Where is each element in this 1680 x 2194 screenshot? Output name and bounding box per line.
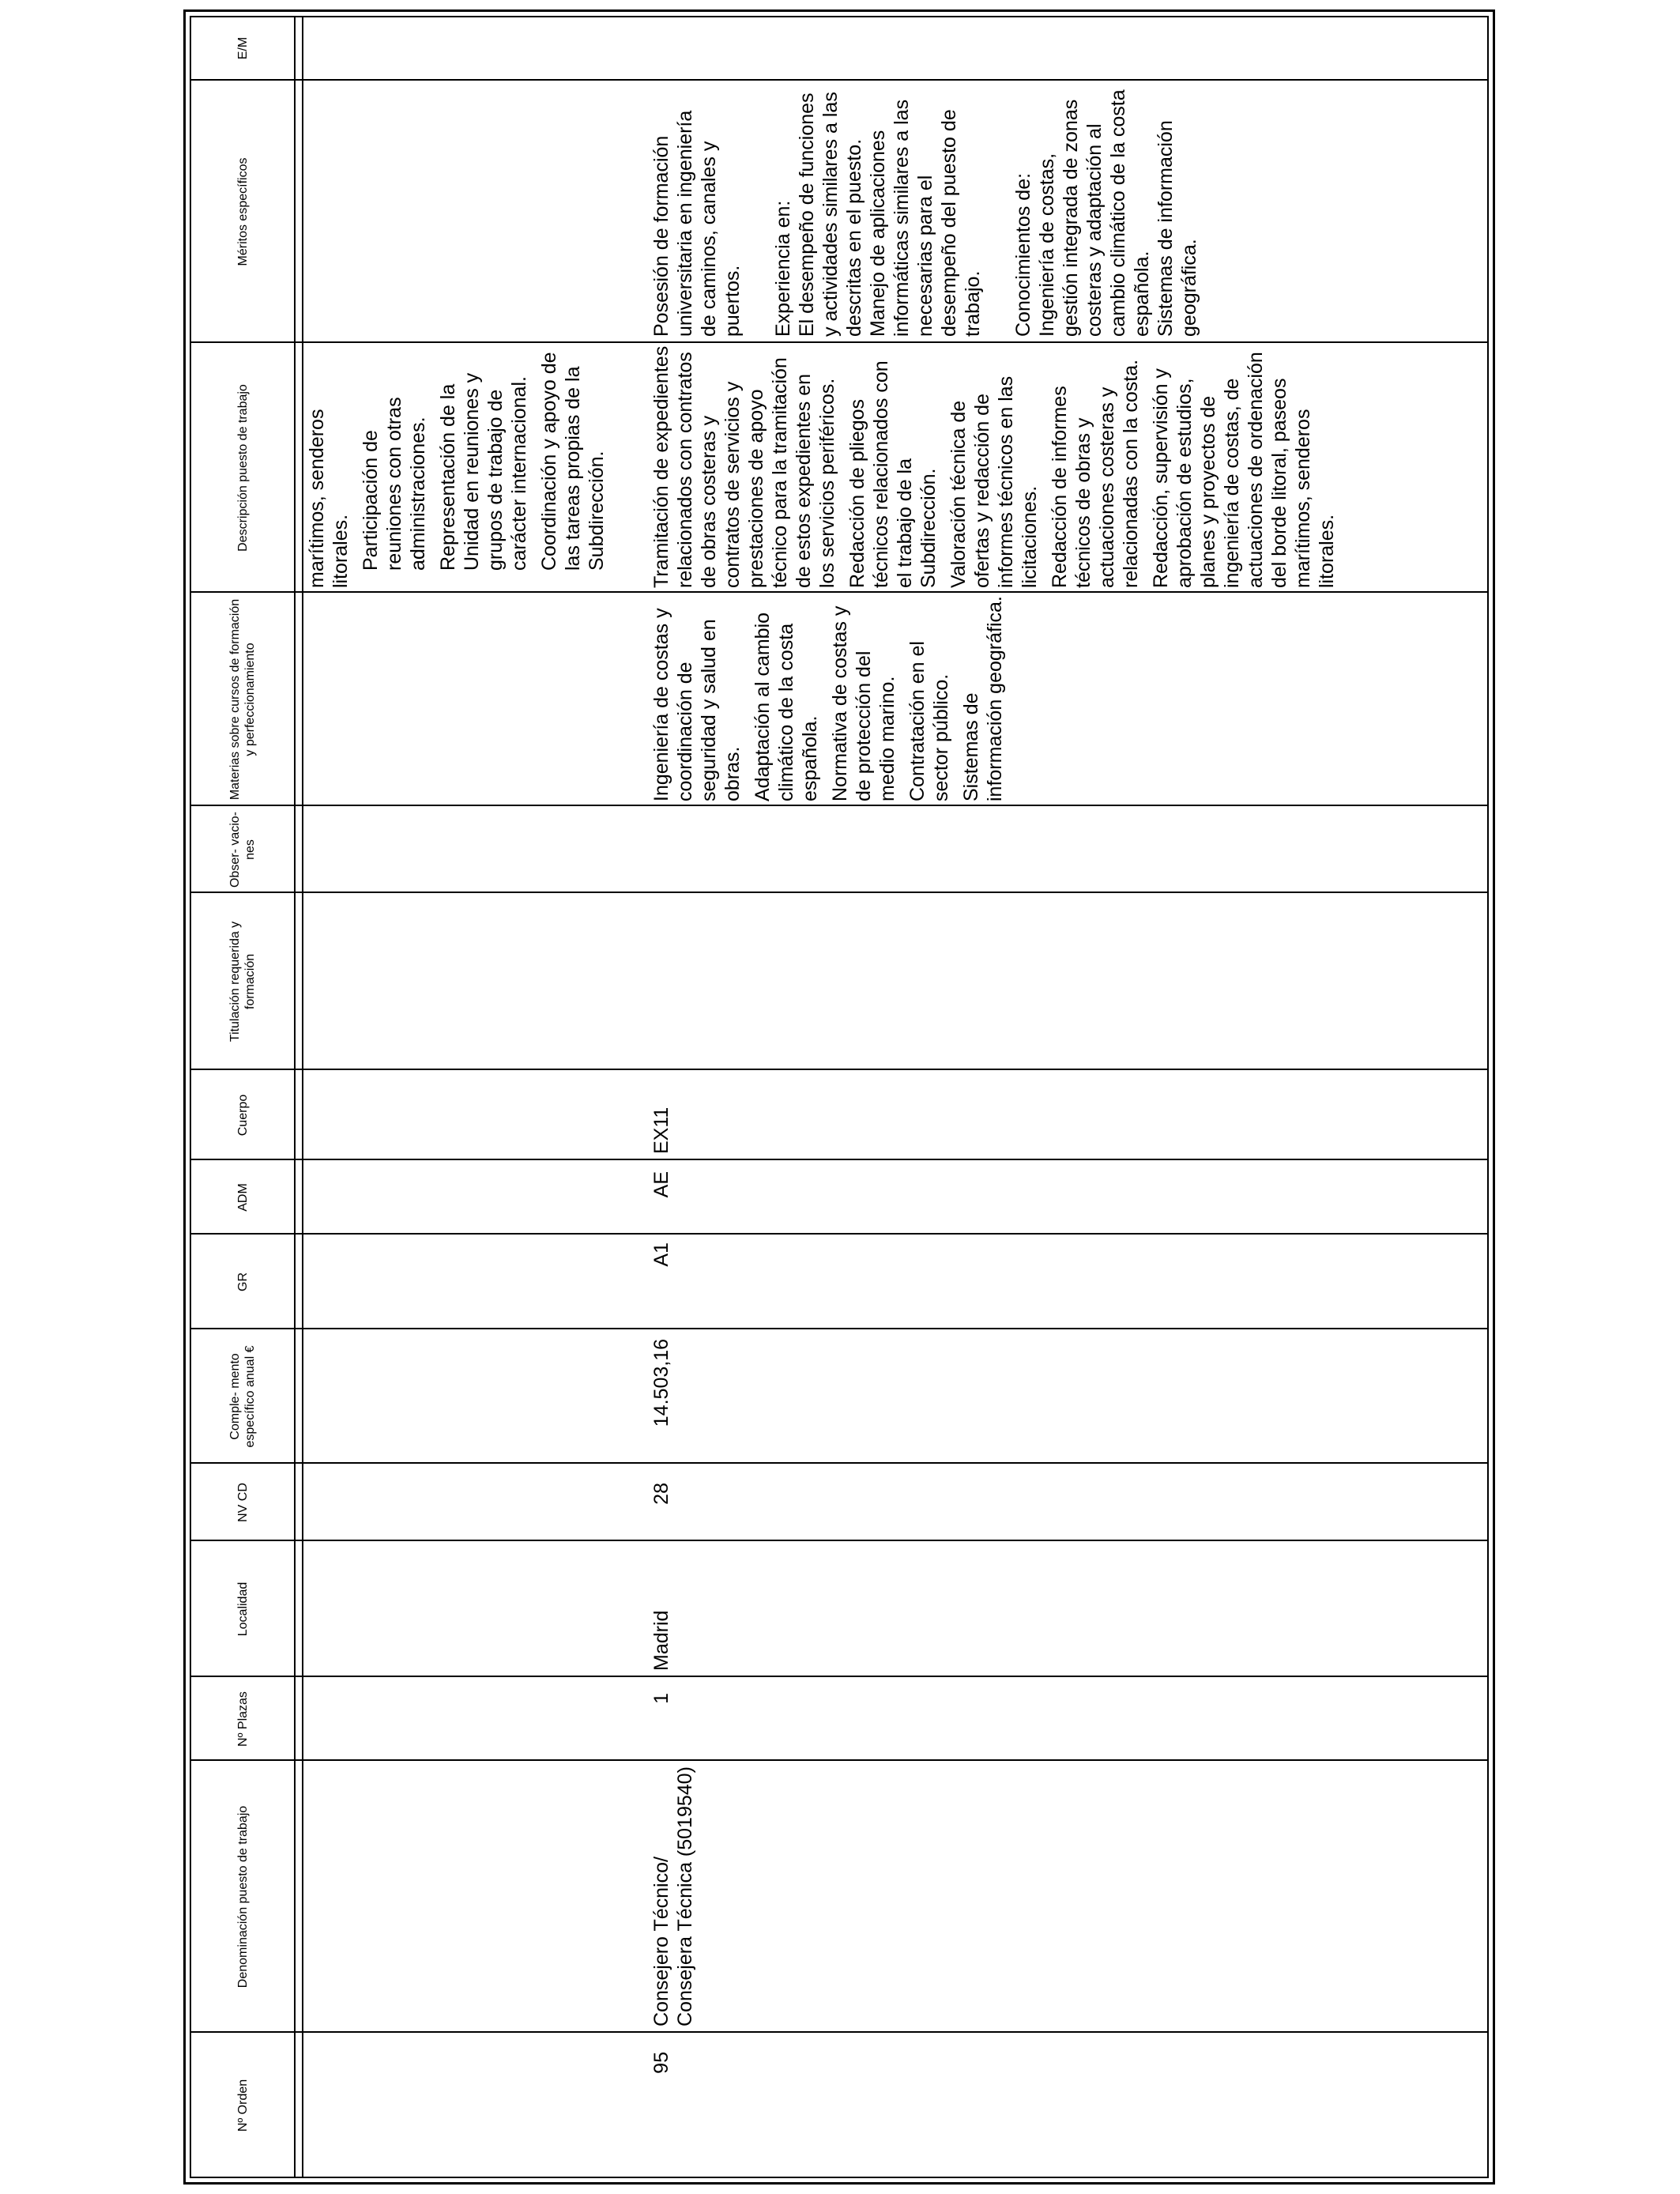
materia-item: Ingeniería de costas y coordinación de seguridad y salud en obras. [650,608,744,801]
col-divider [190,1676,1489,1677]
col-divider [190,591,1489,593]
continuation-item: Representación de la Unidad en reuniones y grupos de trabajo de carácter internacional. [437,372,530,571]
merito-experiencia-item: Manejo de aplicaciones informáticas similares a las necesarias para el desempeño del puesto de trabajo. [867,99,984,337]
row-meritos [650,85,1207,337]
descripcion-item: Tramitación de expedientes relacionados con contratos de obras costeras y contratos de servicios y prestaciones de apoyo técnico para la tramitación de estos expedientes en los servicios periféricos. [650,345,838,588]
col-divider [190,341,1489,343]
continuation-item: Coordinación y apoyo de las tareas propias de la Subdirección. [538,352,608,571]
descripcion-item: Redacción de informes técnicos de obras y actuaciones costeras y relacionadas con la costa. [1049,359,1142,588]
continuation-item: Participación de reuniones con otras administraciones. [360,397,429,571]
col-divider [190,1069,1489,1070]
materia-item: Sistemas de información geográfica. [960,596,1006,801]
descripcion-item: Redacción de pliegos técnicos relacionados con el trabajo de la Subdirección. [846,360,940,588]
row-cuerpo: EX11 [650,1106,672,1154]
materia-item: Contratación en el sector público. [906,641,952,801]
continuation-item: marítimos, senderos litorales. [306,409,352,588]
merito-experiencia-title: Experiencia en: [772,200,794,337]
header-complemento: Comple- mento específico anual € [228,1345,257,1448]
header-em: E/M [235,36,250,60]
row-complemento: 14.503,16 [650,1339,672,1427]
merito-experiencia-item: El desempeño de funciones y actividades similares a las descritas en el puesto. [796,92,865,337]
header-materias: Materias sobre cursos de formación y perfeccionamiento [228,598,257,801]
row-denominacion-line: Consejero Técnico/ [650,1857,672,2026]
col-divider [190,1540,1489,1541]
col-divider [190,2031,1489,2033]
col-divider [190,1759,1489,1761]
descripcion-item: Redacción, supervisión y aprobación de estudios, planes y proyectos de ingeniería de costas, de actuaciones de ordenación del borde litoral, paseos marítimos, senderos litorales. [1150,352,1338,588]
header-observaciones: Obser- vacio- nes [228,811,257,888]
header-orden: Nº Orden [235,2079,250,2132]
col-divider [190,805,1489,806]
header-denominacion: Denominación puesto de trabajo [235,1805,250,1989]
col-divider [190,1328,1489,1329]
job-table [190,16,1489,2178]
header-adm: ADM [235,1183,250,1212]
row-plazas: 1 [650,1693,672,1704]
materia-item: Adaptación al cambio climático de la costa española. [751,612,821,801]
header-descripcion: Descripción puesto de trabajo [235,384,250,552]
row-orden: 95 [650,2052,672,2074]
col-divider [190,79,1489,81]
header-meritos: Méritos específicos [235,157,250,266]
row-materias [650,594,1013,801]
row-gr: A1 [650,1242,672,1267]
header-titulacion: Titulación requerida y formación [228,921,257,1042]
header-localidad: Localidad [235,1581,250,1637]
header-separator [296,16,303,2178]
col-divider [190,1159,1489,1160]
merito-conocimientos-title: Conocimientos de: [1012,172,1034,337]
col-divider [190,892,1489,893]
merito-formacion: Posesión de formación universitaria en ingeniería de caminos, canales y puertos. [650,110,744,337]
col-divider [190,1462,1489,1464]
header-gr: GR [235,1272,250,1291]
merito-conocimientos-item: Ingeniería de costas, gestión integrada de zonas costeras y adaptación al cambio climático de la costa española. [1036,89,1153,337]
header-nivel: NV CD [235,1483,250,1522]
descripcion-item: Valoración técnica de ofertas y redacción de informes técnicos en las licitaciones. [947,375,1041,588]
header-plazas: Nº Plazas [235,1691,250,1747]
materia-item: Normativa de costas y de protección del medio marino. [829,605,898,801]
row-nivel: 28 [650,1483,672,1505]
continuation-descripcion [305,346,615,588]
row-denominacion [650,1766,697,2026]
row-adm: AE [650,1171,672,1198]
row-descripcion [650,345,1345,588]
merito-conocimientos-item: Sistemas de información geográfica. [1155,120,1200,337]
header-cuerpo: Cuerpo [235,1094,250,1137]
col-divider [190,1233,1489,1235]
row-localidad: Madrid [650,1610,672,1671]
row-denominacion-line: Consejera Técnica (5019540) [674,1766,696,2026]
